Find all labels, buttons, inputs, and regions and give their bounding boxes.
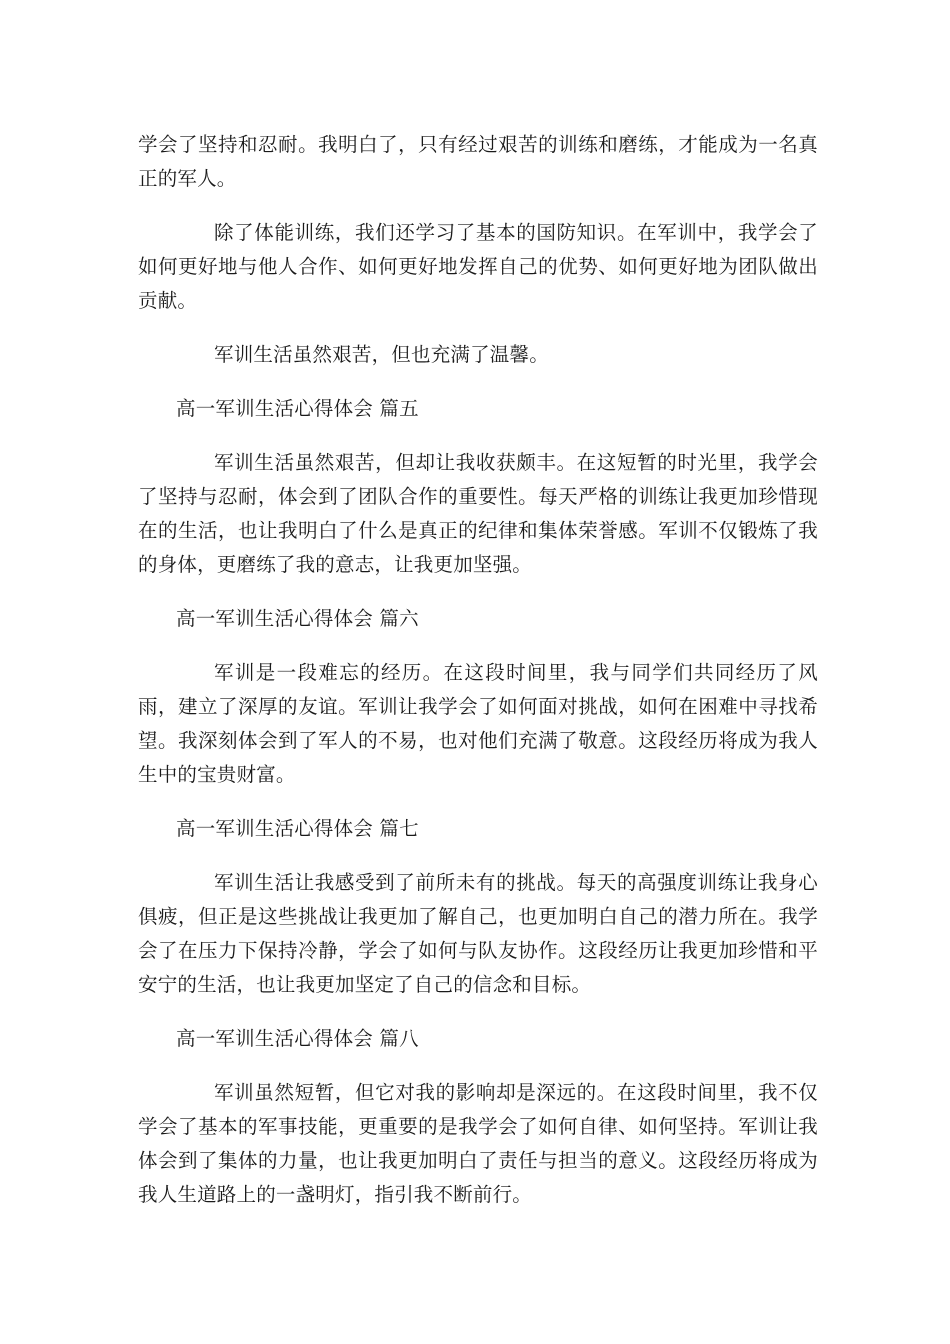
section-heading-6: 高一军训生活心得体会 篇六 — [176, 607, 419, 630]
section-heading-5: 高一军训生活心得体会 篇五 — [176, 397, 419, 420]
section-heading-7: 高一军训生活心得体会 篇七 — [176, 817, 419, 840]
paragraph: 除了体能训练，我们还学习了基本的国防知识。在军训中，我学会了如何更好地与他人合作、如何更好地发挥自己的优势、如何更好地为团队做出贡献。 — [138, 221, 818, 312]
paragraph: 军训虽然短暂，但它对我的影响却是深远的。在这段时间里，我不仅学会了基本的军事技能，更重要的是我学会了如何自律、如何坚持。军训让我体会到了集体的力量，也让我更加明白了责任与担当的意义。这段经历将成为我人生道路上的一盏明灯，指引我不断前行。 — [138, 1081, 818, 1206]
paragraph-continuation: 学会了坚持和忍耐。我明白了，只有经过艰苦的训练和磨练，才能成为一名真正的军人。 — [138, 133, 818, 190]
paragraph: 军训生活虽然艰苦，但却让我收获颇丰。在这短暂的时光里，我学会了坚持与忍耐，体会到了团队合作的重要性。每天严格的训练让我更加珍惜现在的生活，也让我明白了什么是真正的纪律和集体荣誉感。军训不仅锻炼了我的身体，更磨练了我的意志，让我更加坚强。 — [138, 451, 818, 576]
section-heading-8: 高一军训生活心得体会 篇八 — [176, 1027, 419, 1050]
paragraph: 军训生活虽然艰苦，但也充满了温馨。 — [214, 343, 549, 366]
document-body — [138, 128, 818, 1232]
paragraph: 军训生活让我感受到了前所未有的挑战。每天的高强度训练让我身心俱疲，但正是这些挑战让我更加了解自己，也更加明白自己的潜力所在。我学会了在压力下保持冷静，学会了如何与队友协作。这段经历让我更加珍惜和平安宁的生活，也让我更加坚定了自己的信念和目标。 — [138, 871, 818, 996]
paragraph: 军训是一段难忘的经历。在这段时间里，我与同学们共同经历了风雨，建立了深厚的友谊。军训让我学会了如何面对挑战，如何在困难中寻找希望。我深刻体会到了军人的不易，也对他们充满了敬意。这段经历将成为我人生中的宝贵财富。 — [138, 661, 818, 786]
